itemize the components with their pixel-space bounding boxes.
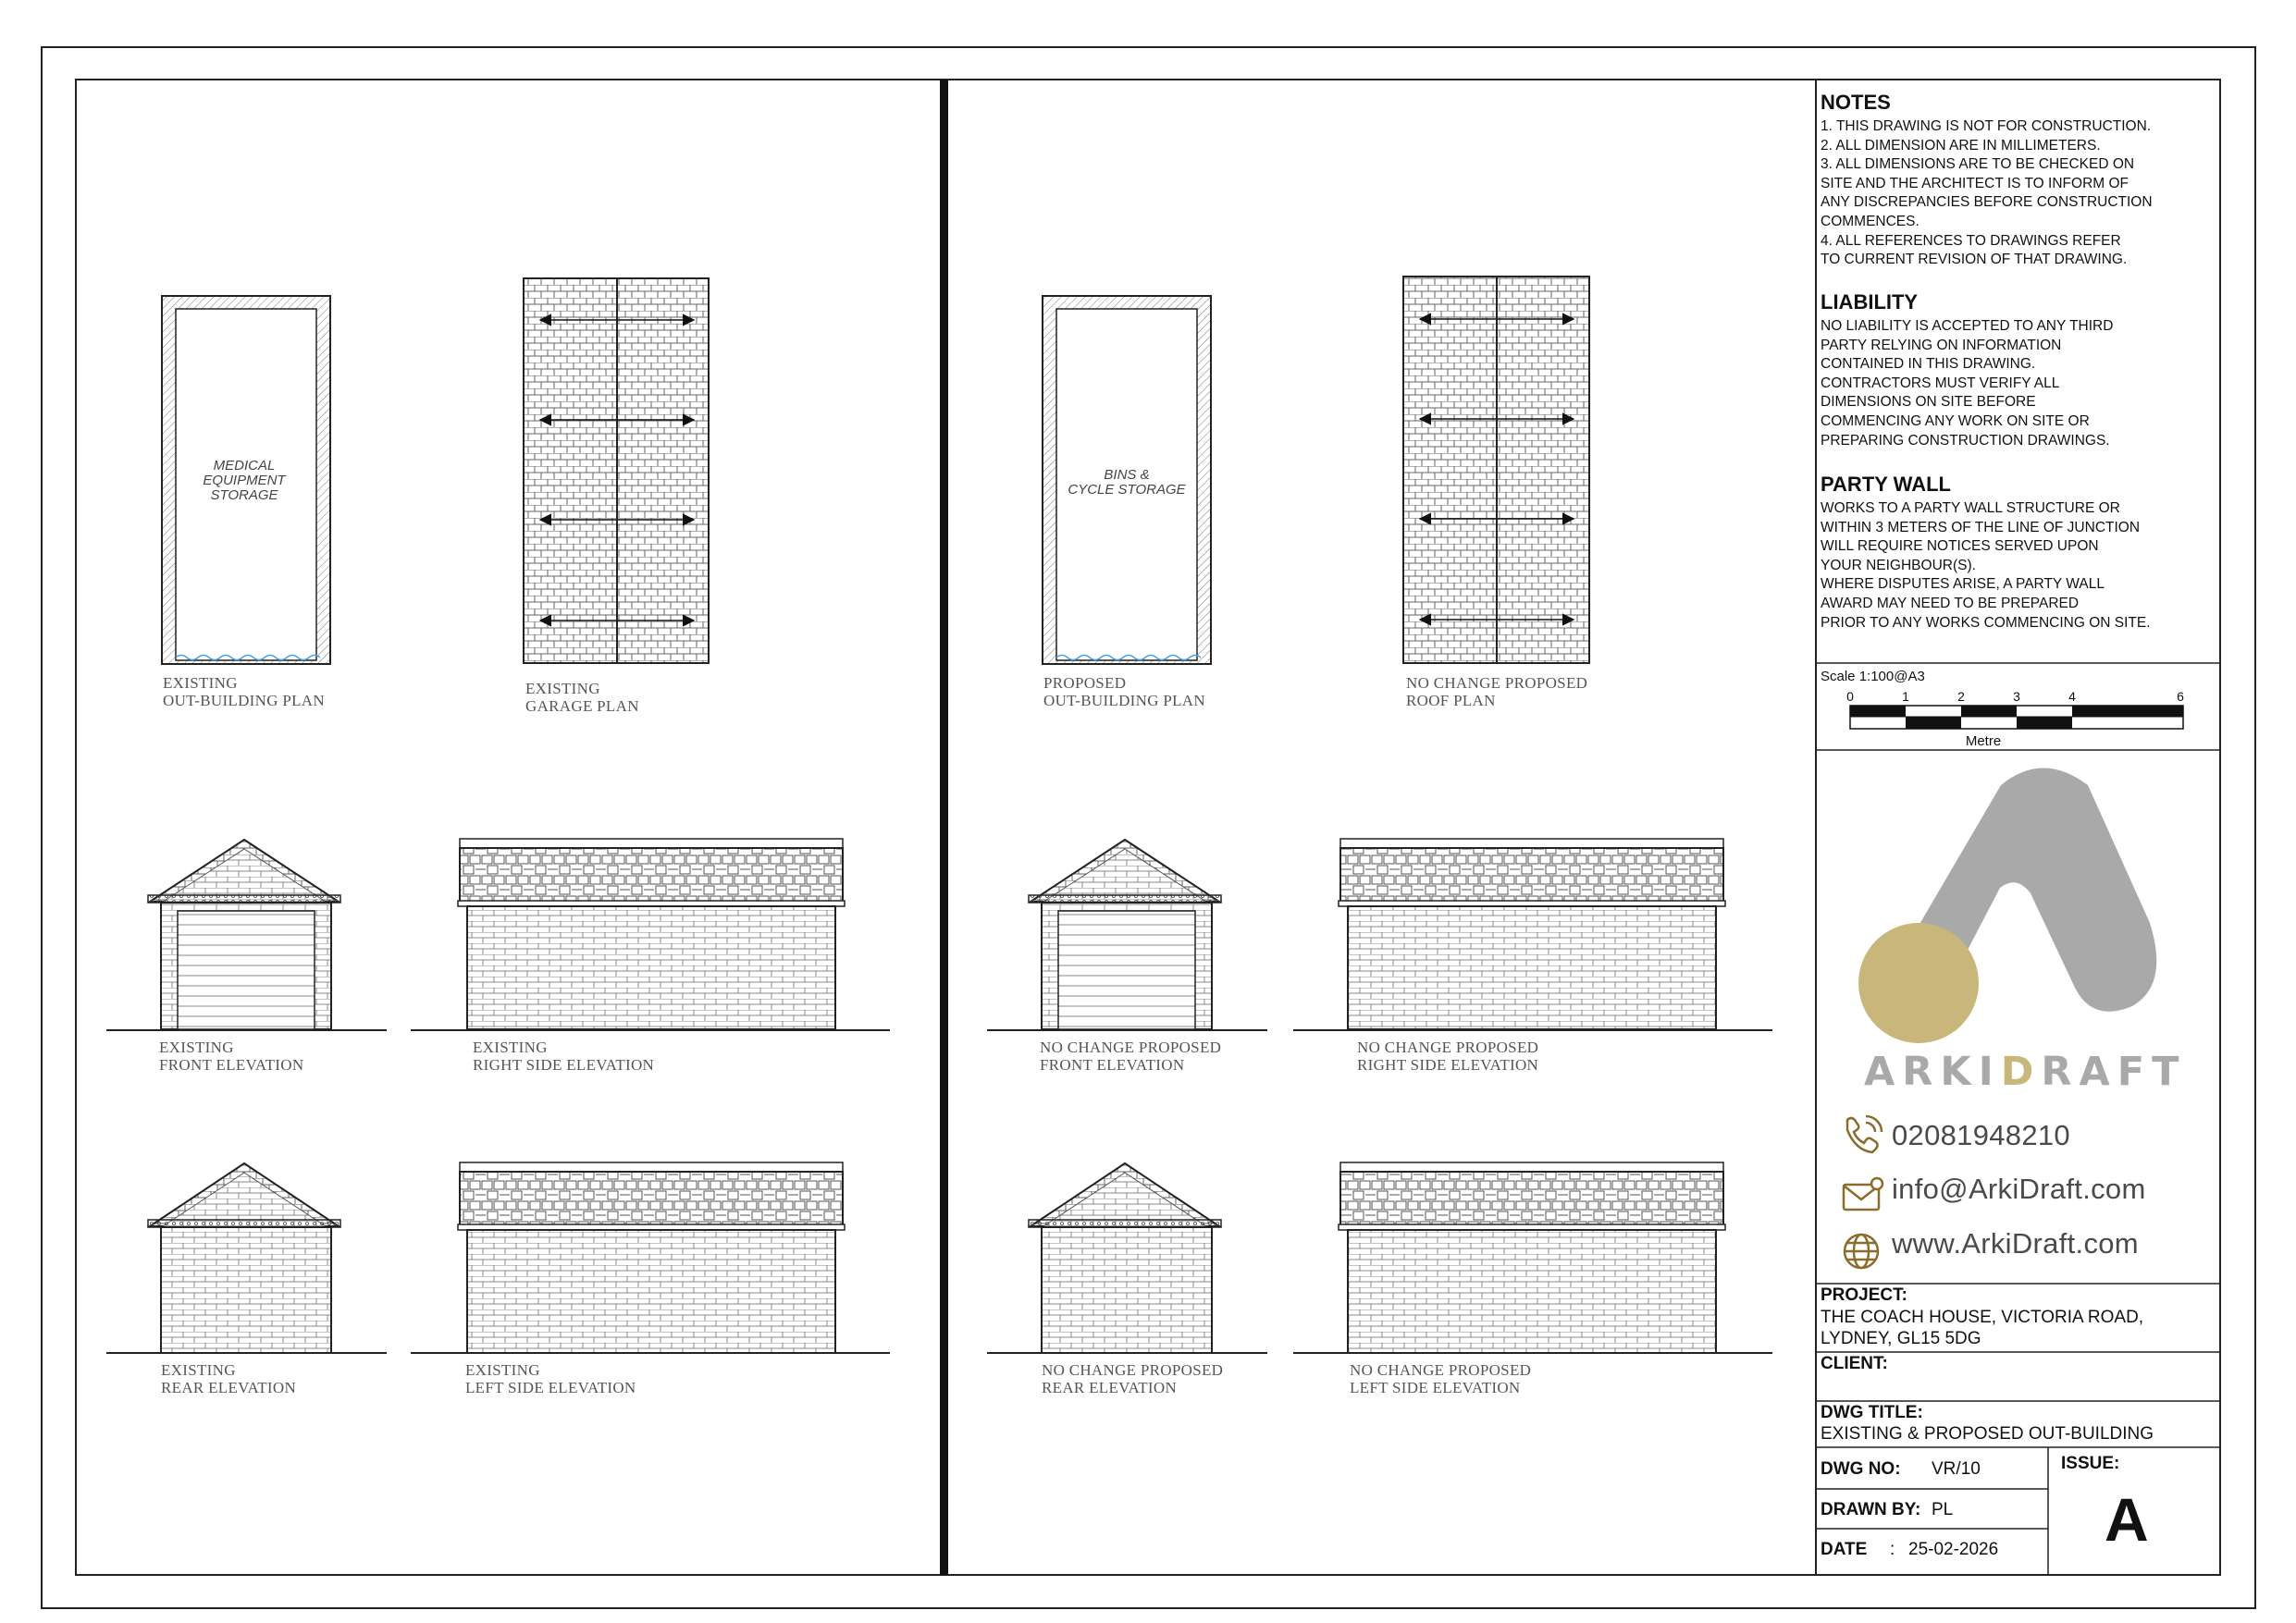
project-line-1: THE COACH HOUSE, VICTORIA ROAD, — [1821, 1308, 2144, 1327]
existing-front-caption-2: FRONT ELEVATION — [159, 1056, 304, 1074]
party-wall-line-2: WITHIN 3 METERS OF THE LINE OF JUNCTION — [1821, 520, 2141, 535]
proposed-left-caption-1: NO CHANGE PROPOSED — [1350, 1361, 1532, 1379]
existing-right-elevation — [411, 839, 890, 1030]
liability-line-3: CONTAINED IN THIS DRAWING. — [1821, 356, 2036, 372]
existing-garage-plan — [524, 278, 709, 663]
issue-value: A — [2105, 1485, 2149, 1554]
proposed-roof-caption-1: NO CHANGE PROPOSED — [1406, 674, 1588, 692]
client-label: CLIENT: — [1821, 1354, 1888, 1373]
proposed-front-caption-2: FRONT ELEVATION — [1040, 1056, 1185, 1074]
existing-left-elevation — [411, 1162, 890, 1353]
existing-rear-caption-1: EXISTING — [161, 1361, 236, 1379]
proposed-left-caption-2: LEFT SIDE ELEVATION — [1350, 1379, 1521, 1396]
existing-room-label-1: MEDICAL — [213, 458, 276, 473]
proposed-room-label-2: CYCLE STORAGE — [1068, 482, 1186, 498]
contact-phone[interactable]: 02081948210 — [1892, 1119, 2070, 1151]
proposed-front-elevation — [987, 840, 1267, 1030]
scale-bar — [1846, 689, 2184, 749]
brand-part-2: D — [2000, 1049, 2042, 1095]
date-label: DATE — [1821, 1540, 1868, 1559]
scale-tick-3: 3 — [2013, 689, 2020, 704]
liability-line-2: PARTY RELYING ON INFORMATION — [1821, 338, 2062, 353]
party-wall-line-7: PRIOR TO ANY WORKS COMMENCING ON SITE. — [1821, 615, 2151, 631]
project-label: PROJECT: — [1821, 1285, 1907, 1305]
existing-outbuilding-plan — [162, 296, 330, 664]
notes-line-4: SITE AND THE ARCHITECT IS TO INFORM OF — [1821, 176, 2129, 191]
drawn-by-value: PL — [1932, 1500, 1954, 1519]
date-separator: : — [1890, 1540, 1895, 1559]
liability-line-1: NO LIABILITY IS ACCEPTED TO ANY THIRD — [1821, 318, 2114, 334]
scale-unit: Metre — [1965, 733, 2002, 749]
liability-heading: LIABILITY — [1821, 290, 1919, 314]
existing-garage-caption-1: EXISTING — [525, 680, 600, 697]
existing-outbuilding-caption-2: OUT-BUILDING PLAN — [163, 692, 325, 709]
scale-tick-6: 6 — [2177, 689, 2184, 704]
contact-email[interactable]: info@ArkiDraft.com — [1892, 1173, 2146, 1205]
liability-line-7: PREPARING CONSTRUCTION DRAWINGS. — [1821, 433, 2110, 449]
scale-label: Scale 1:100@A3 — [1821, 669, 1925, 684]
existing-right-caption-1: EXISTING — [473, 1039, 548, 1056]
proposed-outbuilding-caption-2: OUT-BUILDING PLAN — [1043, 692, 1205, 709]
proposed-rear-caption-1: NO CHANGE PROPOSED — [1042, 1361, 1224, 1379]
existing-left-caption-1: EXISTING — [465, 1361, 540, 1379]
proposed-outbuilding-caption-1: PROPOSED — [1043, 674, 1127, 692]
notes-line-7: 4. ALL REFERENCES TO DRAWINGS REFER — [1821, 233, 2121, 249]
scale-tick-0: 0 — [1846, 689, 1854, 704]
scale-tick-4: 4 — [2068, 689, 2076, 704]
existing-room-label-2: EQUIPMENT — [203, 473, 286, 488]
project-line-2: LYDNEY, GL15 5DG — [1821, 1329, 1981, 1348]
party-wall-line-4: YOUR NEIGHBOUR(S). — [1821, 558, 1976, 573]
dwg-no-value: VR/10 — [1932, 1459, 1981, 1479]
proposed-right-elevation — [1293, 839, 1772, 1030]
existing-left-caption-2: LEFT SIDE ELEVATION — [465, 1379, 636, 1396]
phone-icon — [1847, 1116, 1882, 1152]
liability-line-6: COMMENCING ANY WORK ON SITE OR — [1821, 413, 2090, 429]
brand-part-1: ARKI — [1864, 1049, 2001, 1095]
arkidraft-logo — [1858, 768, 2156, 1044]
dwg-title-label: DWG TITLE: — [1821, 1403, 1923, 1422]
notes-line-6: COMMENCES. — [1821, 214, 1920, 229]
date-value: 25-02-2026 — [1908, 1540, 1999, 1559]
party-wall-heading: PARTY WALL — [1821, 473, 1951, 496]
dwg-title-value: EXISTING & PROPOSED OUT-BUILDING — [1821, 1424, 2154, 1444]
email-icon — [1844, 1178, 1882, 1210]
liability-line-4: CONTRACTORS MUST VERIFY ALL — [1821, 375, 2060, 391]
existing-rear-caption-2: REAR ELEVATION — [161, 1379, 297, 1396]
party-wall-line-3: WILL REQUIRE NOTICES SERVED UPON — [1821, 538, 2099, 554]
existing-outbuilding-caption-1: EXISTING — [163, 674, 238, 692]
scale-tick-1: 1 — [1902, 689, 1909, 704]
scale-tick-2: 2 — [1957, 689, 1965, 704]
sheet-divider — [940, 80, 948, 1575]
proposed-right-caption-2: RIGHT SIDE ELEVATION — [1357, 1056, 1539, 1074]
liability-line-5: DIMENSIONS ON SITE BEFORE — [1821, 394, 2036, 410]
notes-line-8: TO CURRENT REVISION OF THAT DRAWING. — [1821, 252, 2128, 267]
brand-wordmark — [1864, 1049, 2187, 1095]
existing-front-caption-1: EXISTING — [159, 1039, 234, 1056]
existing-room-label-3: STORAGE — [210, 487, 278, 503]
proposed-roof-plan — [1403, 277, 1589, 663]
dwg-no-label: DWG NO: — [1821, 1459, 1901, 1479]
existing-rear-elevation — [106, 1163, 387, 1353]
existing-garage-caption-2: GARAGE PLAN — [525, 697, 639, 715]
proposed-right-caption-1: NO CHANGE PROPOSED — [1357, 1039, 1539, 1056]
proposed-roof-caption-2: ROOF PLAN — [1406, 692, 1496, 709]
party-wall-line-5: WHERE DISPUTES ARISE, A PARTY WALL — [1821, 576, 2105, 592]
party-wall-line-6: AWARD MAY NEED TO BE PREPARED — [1821, 596, 2080, 611]
drawn-by-label: DRAWN BY: — [1821, 1500, 1921, 1519]
notes-line-2: 2. ALL DIMENSION ARE IN MILLIMETERS. — [1821, 138, 2101, 154]
proposed-outbuilding-plan — [1043, 296, 1211, 664]
contact-website[interactable]: www.ArkiDraft.com — [1892, 1227, 2139, 1260]
notes-line-5: ANY DISCREPANCIES BEFORE CONSTRUCTION — [1821, 194, 2153, 210]
proposed-rear-caption-2: REAR ELEVATION — [1042, 1379, 1178, 1396]
notes-line-1: 1. THIS DRAWING IS NOT FOR CONSTRUCTION. — [1821, 118, 2152, 134]
globe-icon — [1845, 1235, 1878, 1268]
notes-line-3: 3. ALL DIMENSIONS ARE TO BE CHECKED ON — [1821, 156, 2135, 172]
issue-label: ISSUE: — [2061, 1454, 2120, 1473]
existing-front-elevation — [106, 840, 387, 1030]
proposed-room-label-1: BINS & — [1104, 467, 1150, 483]
brand-part-3: RAFT — [2041, 1049, 2187, 1095]
proposed-rear-elevation — [987, 1163, 1267, 1353]
notes-heading: NOTES — [1821, 91, 1891, 114]
proposed-left-elevation — [1293, 1162, 1772, 1353]
party-wall-line-1: WORKS TO A PARTY WALL STRUCTURE OR — [1821, 500, 2120, 516]
existing-right-caption-2: RIGHT SIDE ELEVATION — [473, 1056, 655, 1074]
proposed-front-caption-1: NO CHANGE PROPOSED — [1040, 1039, 1222, 1056]
